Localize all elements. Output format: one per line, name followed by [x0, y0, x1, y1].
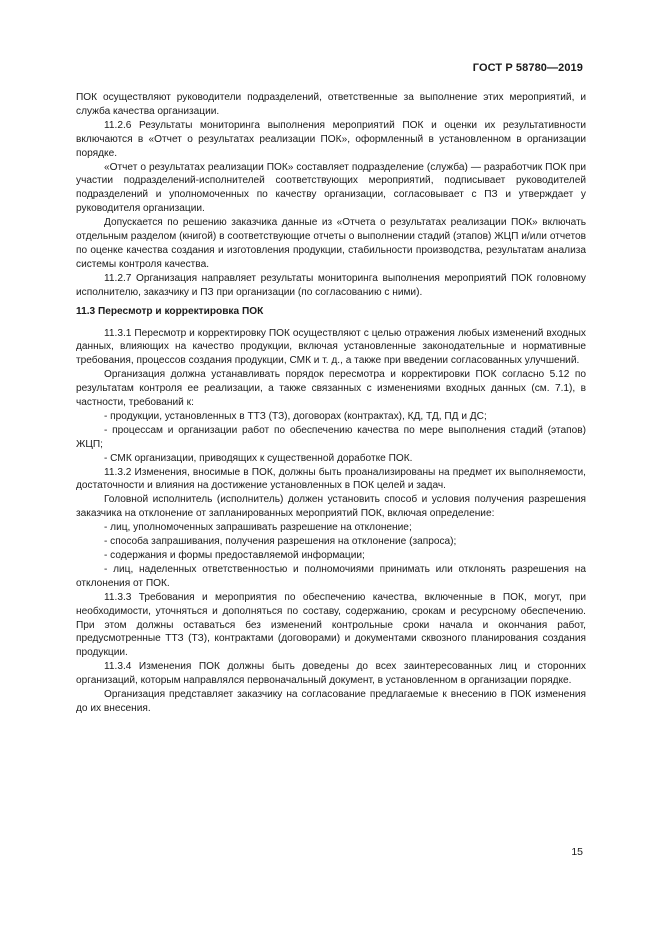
list-item: - СМК организации, приводящих к существенной доработке ПОК.	[104, 452, 413, 464]
list-item: - процессам и организации работ по обеспечению качества по мере выполнения стадий (этапов) ЖЦП;	[76, 424, 586, 450]
list-item: - способа запрашивания, получения разрешения на отклонение (запроса);	[104, 536, 457, 548]
paragraph: 11.3.4 Изменения ПОК должны быть доведены до всех заинтересованных лиц и сторонних организаций, которым направлялся первоначальный документ, в установленном в организации порядке.	[76, 661, 586, 687]
document-body	[76, 91, 586, 716]
section-heading: 11.3 Пересмотр и корректировка ПОК	[76, 305, 264, 317]
list-item: - лиц, уполномоченных запрашивать разрешение на отклонение;	[104, 522, 412, 534]
paragraph: ПОК осуществляют руководители подразделений, ответственные за выполнение этих мероприятий, и служба качества организации.	[76, 92, 586, 117]
paragraph: 11.2.6 Результаты мониторинга выполнения мероприятий ПОК и оценки их результативности включаются в «Отчет о результатах реализации ПОК», оформленный в установленном в организации порядке.	[76, 119, 586, 159]
list-item: - продукции, установленных в ТТЗ (ТЗ), договорах (контрактах), КД, ТД, ПД и ДС;	[104, 410, 487, 422]
paragraph: Допускается по решению заказчика данные из «Отчета о результатах реализации ПОК» включать отдельным разделом (книгой) в соответствующие отчеты о выполнении стадий (этапов) ЖЦП и/или отчетов по оценке качества создания и изготовления продукции, стабильности производства, результатам анализа системы контроля качества.	[76, 217, 586, 270]
paragraph: Организация представляет заказчику на согласование предлагаемые к внесению в ПОК изменения до их внесения.	[76, 689, 586, 714]
page-number: 15	[571, 846, 583, 858]
list-item: - лиц, наделенных ответственностью и полномочиями принимать или отклонять разрешения на отклонения от ПОК.	[76, 563, 586, 589]
paragraph: Головной исполнитель (исполнитель) должен установить способ и условия получения разрешения заказчика на отклонение от запланированных мероприятий ПОК, включая определение:	[76, 494, 586, 520]
paragraph: 11.3.2 Изменения, вносимые в ПОК, должны быть проанализированы на предмет их выполняемости, достаточности и влияния на достижение установленных в ПОК целей и задач.	[76, 466, 586, 492]
paragraph: Организация должна устанавливать порядок пересмотра и корректировки ПОК согласно 5.12 по результатам контроля ее реализации, а также связанных с изменениями входных данных (см. 7.1), в частности, требований к:	[76, 369, 586, 409]
list-item: - содержания и формы предоставляемой информации;	[104, 550, 365, 561]
paragraph: «Отчет о результатах реализации ПОК» составляет подразделение (служба) — разработчик ПОК при участии подразделений-исполнителей соответствующих мероприятий, подписывает руководителей подразделений и уполномоченных по качеству организации, согласовывает с ПЗ и утверждает у руководителя организации.	[76, 161, 586, 215]
paragraph: 11.2.7 Организация направляет результаты мониторинга выполнения мероприятий ПОК головному исполнителю, заказчику и ПЗ при организации (по согласованию с ними).	[76, 272, 586, 298]
paragraph: 11.3.1 Пересмотр и корректировку ПОК осуществляют с целью отражения любых изменений входных данных, влияющих на качество продукции, включая установленные законодательные и нормативные требования, процессов создания продукции, СМК и т. д., а также при введении согласованных улучшений.	[76, 327, 586, 367]
standard-code-header: ГОСТ Р 58780—2019	[472, 62, 583, 74]
paragraph: 11.3.3 Требования и мероприятия по обеспечению качества, включенные в ПОК, могут, при необходимости, уточняться и дополняться по составу, содержанию, срокам и ресурсному обеспечению. При этом должны оставаться без изменений контрольные сроки начала и окончания работ, предусмотренные ТТЗ (ТЗ), контрактами (договорами) и документами сквозного планирования создания продукции.	[76, 591, 586, 659]
